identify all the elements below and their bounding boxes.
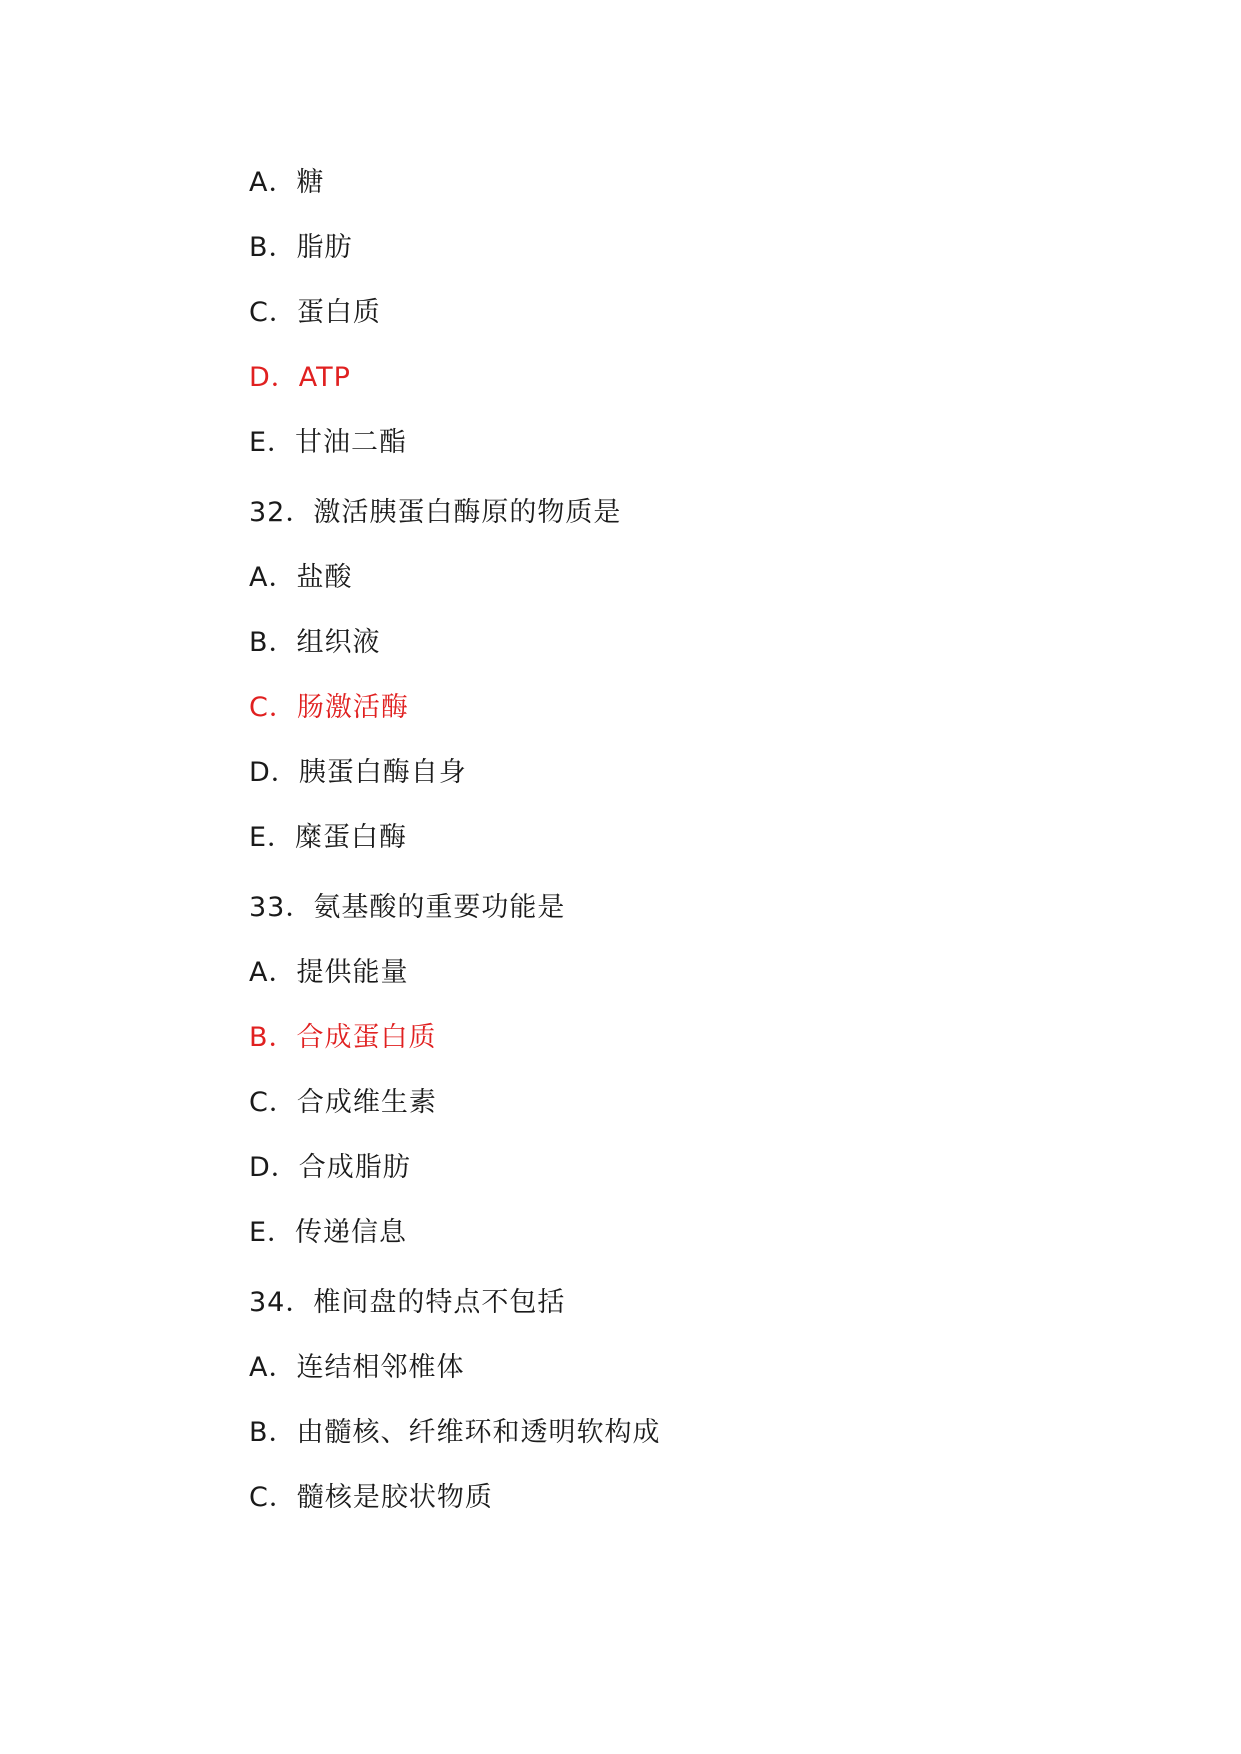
option-32-e: E．糜蛋白酶	[249, 822, 408, 853]
option-34-b: B．由髓核、纤维环和透明软构成	[249, 1417, 661, 1448]
option-34-c: C．髓核是胶状物质	[249, 1482, 493, 1513]
option-31-c: C．蛋白质	[249, 297, 381, 328]
option-33-c: C．合成维生素	[249, 1087, 437, 1118]
option-32-b: B．组织液	[249, 627, 381, 658]
option-33-a: A．提供能量	[249, 957, 409, 988]
question-list	[249, 164, 1149, 1544]
option-33-b-correct: B．合成蛋白质	[249, 1022, 437, 1053]
option-31-d-correct: D．ATP	[249, 362, 351, 393]
question-34: 34．椎间盘的特点不包括	[249, 1287, 566, 1318]
option-33-d: D．合成脂肪	[249, 1152, 411, 1183]
question-32: 32．激活胰蛋白酶原的物质是	[249, 497, 622, 528]
option-33-e: E．传递信息	[249, 1217, 408, 1248]
option-34-a: A．连结相邻椎体	[249, 1352, 465, 1383]
question-33: 33．氨基酸的重要功能是	[249, 892, 566, 923]
option-31-a: A．糖	[249, 167, 325, 198]
option-31-e: E．甘油二酯	[249, 427, 408, 458]
option-31-b: B．脂肪	[249, 232, 353, 263]
option-32-a: A．盐酸	[249, 562, 353, 593]
option-32-d: D．胰蛋白酶自身	[249, 757, 467, 788]
option-32-c-correct: C．肠激活酶	[249, 692, 409, 723]
